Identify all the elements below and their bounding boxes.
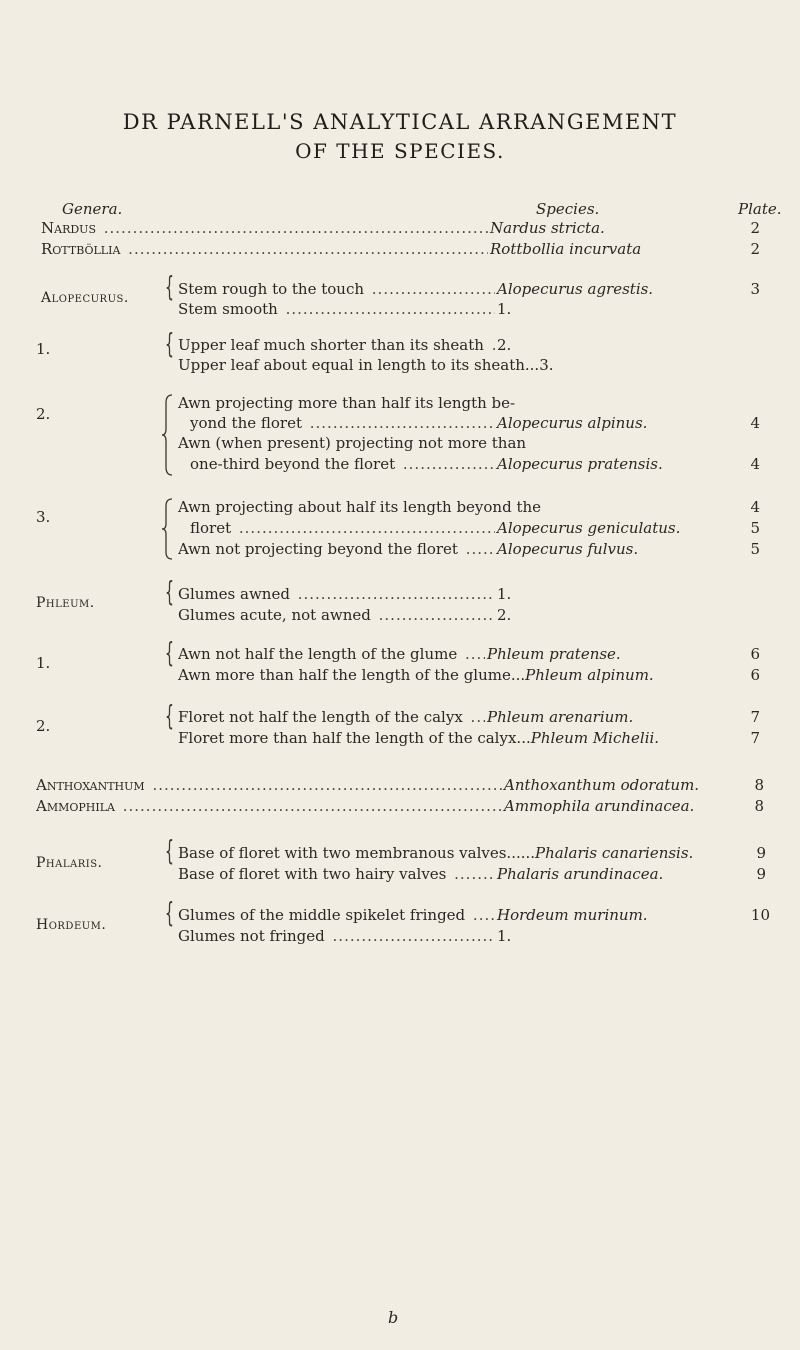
page-title: DR PARNELL'S ANALYTICAL ARRANGEMENT [122,110,678,134]
key-text: Base of floret with two hairy valves [178,865,447,883]
plate-number: 2 [750,240,760,258]
row-alopecurus-1a [0,336,800,356]
species-name: Alopecurus agrestis. [497,280,654,298]
brace-icon: { [165,636,174,669]
key-text: one-third beyond the floret [190,455,396,473]
species-name: Rottbollia incurvata [490,240,642,258]
key-text: Floret not half the length of the calyx [178,708,463,726]
row-alopecurus-2a [0,414,800,434]
row-rottbollia [0,240,800,260]
species-name: Phleum pratense. [487,645,621,663]
row-alopecurus-3a-plate [0,498,800,518]
key-reference: 3. [539,356,554,374]
species-name: Phleum Michelii. [530,729,660,747]
key-text: Floret more than half the length of the calyx [178,729,517,747]
row-alopecurus-a [0,280,800,300]
plate-number: 6 [750,645,760,663]
plate-number: 8 [754,776,764,794]
genus-nardus: Nardus [41,219,96,237]
header-plate: Plate. [738,200,782,218]
key-text: Awn projecting about half its length beyond the [178,498,542,516]
key-number: 3. [36,508,51,526]
row-nardus [0,219,800,239]
row-hordeum-a [0,906,800,926]
brace-icon: { [165,834,174,867]
key-reference: 1. [497,585,512,603]
plate-number: 5 [750,540,760,558]
row-alopecurus-3a [0,519,800,539]
brace-icon: { [165,896,174,929]
plate-number: 4 [750,414,760,432]
species-name: Nardus stricta. [490,219,605,237]
key-text: Stem rough to the touch [178,280,365,298]
key-text: yond the floret [190,414,302,432]
row-phleum-1b: Awn more than half the length of the glume...Phleum alpinum. 6 [178,666,760,684]
row-alopecurus-3b [0,540,800,560]
plate-number: 2 [750,219,760,237]
header-genera: Genera. [62,200,123,218]
genus-rottbollia: Rottböllia [41,240,121,258]
genus-hordeum: Hordeum. [36,917,107,933]
key-reference: 2. [497,606,512,624]
species-name: Alopecurus geniculatus. [497,519,681,537]
species-name: Alopecurus alpinus. [497,414,648,432]
plate-number: 8 [754,797,764,815]
key-text: floret [190,519,232,537]
row-phleum-a [0,585,800,605]
genus-ammophila: Ammophila [36,797,115,815]
plate-number: 3 [750,280,760,298]
plate-number: 7 [750,708,760,726]
row-phleum-b [0,606,800,626]
brace-icon: { [165,699,174,732]
species-name: Hordeum murinum. [497,906,648,924]
key-text: Glumes awned [178,585,290,603]
key-number: 2. [36,717,51,735]
key-number: 1. [36,340,51,358]
page-subtitle: OF THE SPECIES. [295,139,505,163]
key-number: 1. [36,654,51,672]
species-name: Phalaris arundinacea. [497,865,664,883]
row-phleum-2b: Floret more than half the length of the calyx...Phleum Michelii. 7 [178,729,760,747]
species-name: Phalaris canariensis. [535,844,694,862]
row-alopecurus-2b [0,455,800,475]
plate-number: 5 [750,519,760,537]
brace-icon: { [165,270,174,303]
plate-number: 7 [750,729,760,747]
brace-icon: { [165,327,174,360]
plate-number: 4 [750,498,760,516]
key-text: Awn not half the length of the glume [178,645,458,663]
genus-alopecurus: Alopecurus. [41,290,129,306]
key-text: Glumes not fringed [178,927,325,945]
key-text: Glumes acute, not awned [178,606,371,624]
key-text: Base of floret with two membranous valves [178,844,507,862]
plate-number: 4 [750,455,760,473]
species-name: Phleum alpinum. [525,666,654,684]
row-ammophila [0,797,800,817]
species-name: Ammophila arundinacea. [504,797,695,815]
plate-number: 9 [756,865,766,883]
key-text: Upper leaf about equal in length to its sheath [178,356,525,374]
key-text: Glumes of the middle spikelet fringed [178,906,466,924]
row-anthoxanthum [0,776,800,796]
plate-number: 6 [750,666,760,684]
key-number: 2. [36,405,51,423]
key-text: Awn more than half the length of the glume [178,666,511,684]
genus-anthoxanthum: Anthoxanthum [36,776,145,794]
key-text: Stem smooth [178,300,278,318]
row-phleum-1a [0,645,800,665]
plate-number: 9 [756,844,766,862]
key-text: Awn not projecting beyond the floret [178,540,458,558]
species-name: Phleum arenarium. [487,708,634,726]
key-reference: 1. [497,927,512,945]
signature-mark: b [388,1308,399,1327]
row-alopecurus-b [0,300,800,320]
row-alopecurus-1b: Upper leaf about equal in length to its sheath...3. [178,356,554,374]
brace-icon: { [165,575,174,608]
genus-phalaris: Phalaris. [36,855,103,871]
key-text: Upper leaf much shorter than its sheath [178,336,484,354]
row-phalaris-a: Base of floret with two membranous valves......Phalaris canariensis. 9 [178,844,766,862]
plate-number: 10 [750,906,770,924]
key-reference: 1. [497,300,512,318]
key-text: Awn (when present) projecting not more than [178,434,527,452]
key-reference: 2. [497,336,512,354]
species-name: Anthoxanthum odoratum. [504,776,700,794]
row-phleum-2a [0,708,800,728]
genus-phleum: Phleum. [36,595,95,611]
row-phalaris-b [0,865,800,885]
row-hordeum-b [0,927,800,947]
key-text: Awn projecting more than half its length be- [178,394,516,412]
header-species: Species. [536,200,600,218]
species-name: Alopecurus fulvus. [497,540,639,558]
species-name: Alopecurus pratensis. [497,455,663,473]
